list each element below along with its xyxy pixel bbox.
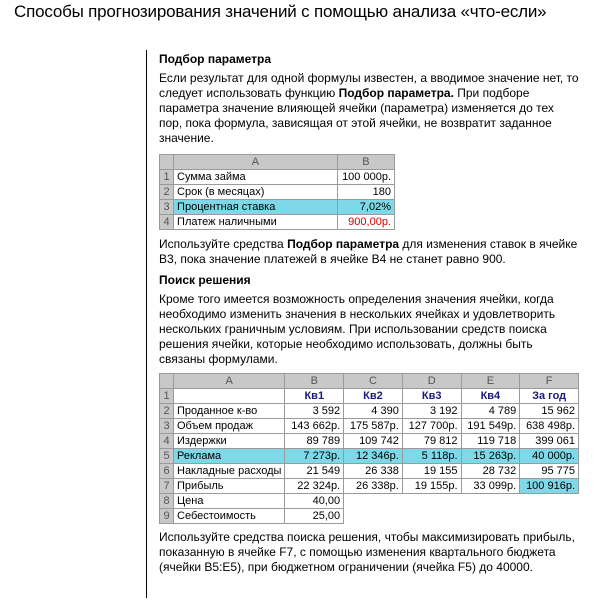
page-title: Способы прогнозирования значений с помощью анализа «что-если»	[14, 2, 547, 21]
solver-table	[159, 373, 579, 524]
table-row	[160, 494, 579, 509]
cell-value: 95 775	[520, 464, 579, 479]
corner-cell	[160, 155, 174, 170]
table-row	[160, 389, 579, 404]
table-row	[160, 170, 395, 185]
cell-value-highlighted: 7 273р.	[285, 449, 344, 464]
quarter-header: Кв3	[402, 389, 461, 404]
cell-value-highlighted: 15 263р.	[461, 449, 520, 464]
goal-seek-text-part2: При подборе параметра значение влияющей ячейки (параметра) изменяется до тех пор, пока формула, зависящая от этой ячейки, не возвратит заданное значение.	[159, 86, 554, 145]
row-number: 2	[160, 404, 174, 419]
cell-value: 119 718	[461, 434, 520, 449]
cell-value: 26 338р.	[344, 479, 403, 494]
cell-value: 25,00	[285, 509, 344, 524]
cell-value: 4 789	[461, 404, 520, 419]
row-number: 1	[160, 389, 174, 404]
table-row	[160, 509, 579, 524]
table-row	[160, 449, 579, 464]
cell-label: Сумма займа	[174, 170, 338, 185]
cell-value: 175 587р.	[344, 419, 403, 434]
cell-value: 40,00	[285, 494, 344, 509]
solver-description: Кроме того имеется возможность определения значения ячейки, когда необходимо изменить значения в нескольких ячейках и удовлетворить нескольких граничным условиям. При использовании средств поиска решения ячейки, которые необходимо использовать, должны быть связаны формулами.	[159, 292, 556, 366]
cell-label: Накладные расходы	[174, 464, 285, 479]
row-number: 3	[160, 200, 174, 215]
col-header-e: E	[461, 374, 520, 389]
cell-value-highlighted: 100 916р.	[520, 479, 579, 494]
cell-label: Прибыль	[174, 479, 285, 494]
cell-value: 143 662р.	[285, 419, 344, 434]
loan-table	[159, 154, 395, 230]
cell-value: 638 498р.	[520, 419, 579, 434]
quarter-header: Кв2	[344, 389, 403, 404]
cell-value: 22 324р.	[285, 479, 344, 494]
column-header-row	[160, 155, 395, 170]
row-number: 5	[160, 449, 174, 464]
cell-value: 15 962	[520, 404, 579, 419]
cell-label: Цена	[174, 494, 285, 509]
cell-label: Себестоимость	[174, 509, 285, 524]
goal-seek-usage	[159, 237, 579, 267]
row-number: 8	[160, 494, 174, 509]
cell-value: 4 390	[344, 404, 403, 419]
cell-value: 100 000р.	[337, 170, 394, 185]
goal-seek-text-bold: Подбор параметра.	[338, 86, 454, 100]
row-number: 9	[160, 509, 174, 524]
goal-seek-usage-bold: Подбор параметра	[287, 237, 400, 251]
solver-usage: Используйте средства поиска решения, чтобы максимизировать прибыль, показанную в ячейке F7, с помощью изменения квартального бюджета (ячейки B5:E5), при бюджетном ограничении (ячейка F5) до 40000.	[159, 530, 575, 574]
cell-value-highlighted: 40 000р.	[520, 449, 579, 464]
row-number: 4	[160, 434, 174, 449]
table-row	[160, 215, 395, 230]
table-row	[160, 404, 579, 419]
row-number: 7	[160, 479, 174, 494]
cell-label: Срок (в месяцах)	[174, 185, 338, 200]
cell-value: 19 155р.	[402, 479, 461, 494]
cell-value-red: 900,00р.	[337, 215, 394, 230]
cell-value: 21 549	[285, 464, 344, 479]
quarter-header: Кв1	[285, 389, 344, 404]
row-number: 1	[160, 170, 174, 185]
content-column	[159, 52, 579, 575]
cell-value: 19 155	[402, 464, 461, 479]
col-header-a: A	[174, 374, 285, 389]
cell-value: 3 192	[402, 404, 461, 419]
col-header-f: F	[520, 374, 579, 389]
table-row	[160, 464, 579, 479]
cell-value: 79 812	[402, 434, 461, 449]
row-number: 6	[160, 464, 174, 479]
table-row	[160, 419, 579, 434]
col-header-c: C	[344, 374, 403, 389]
year-header: За год	[520, 389, 579, 404]
goal-seek-text-part1: Если результат для одной формулы известен, а вводимое значение нет, то следует использовать функцию	[159, 71, 579, 100]
vertical-divider	[146, 50, 147, 598]
cell-value: 28 732	[461, 464, 520, 479]
col-header-b: B	[285, 374, 344, 389]
goal-seek-description	[159, 71, 579, 146]
cell-label: Издержки	[174, 434, 285, 449]
col-header-d: D	[402, 374, 461, 389]
cell-value: 180	[337, 185, 394, 200]
cell-value: 3 592	[285, 404, 344, 419]
col-header-b: B	[337, 155, 394, 170]
cell-value: 109 742	[344, 434, 403, 449]
corner-cell	[160, 374, 174, 389]
table-row	[160, 200, 395, 215]
cell-label: Объем продаж	[174, 419, 285, 434]
cell-value-highlighted: 12 346р.	[344, 449, 403, 464]
cell-value: 399 061	[520, 434, 579, 449]
col-header-a: A	[174, 155, 338, 170]
cell-label: Проданное к-во	[174, 404, 285, 419]
section-heading-goal-seek: Подбор параметра	[159, 52, 272, 66]
table-row	[160, 434, 579, 449]
cell-label	[174, 389, 285, 404]
goal-seek-usage-part2: для изменения ставок в ячейке B3, пока значение платежей в ячейке B4 не станет равно 900.	[159, 237, 578, 266]
cell-value: 89 789	[285, 434, 344, 449]
cell-label: Процентная ставка	[174, 200, 338, 215]
goal-seek-usage-part1: Используйте средства	[159, 237, 288, 251]
cell-value: 127 700р.	[402, 419, 461, 434]
cell-value: 191 549р.	[461, 419, 520, 434]
row-number: 4	[160, 215, 174, 230]
cell-label: Платеж наличными	[174, 215, 338, 230]
row-number: 2	[160, 185, 174, 200]
row-number: 3	[160, 419, 174, 434]
cell-label-highlighted: Реклама	[174, 449, 285, 464]
quarter-header: Кв4	[461, 389, 520, 404]
cell-value-highlighted: 7,02%	[337, 200, 394, 215]
cell-value: 26 338	[344, 464, 403, 479]
table-row	[160, 185, 395, 200]
cell-value-highlighted: 5 118р.	[402, 449, 461, 464]
section-heading-solver: Поиск решения	[159, 273, 251, 287]
column-header-row	[160, 374, 579, 389]
cell-value: 33 099р.	[461, 479, 520, 494]
table-row	[160, 479, 579, 494]
